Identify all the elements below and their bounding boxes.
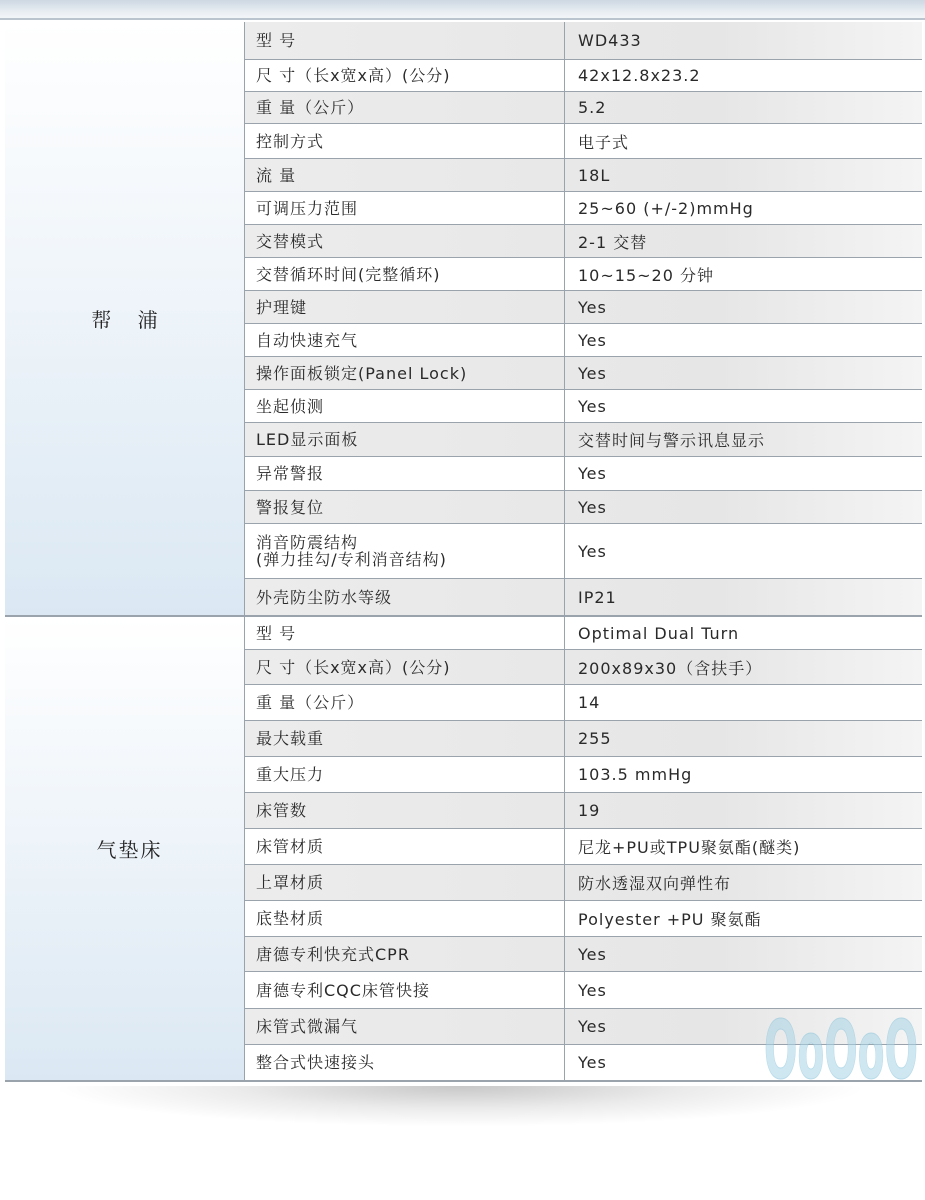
spec-value: Yes [578, 464, 607, 483]
spec-row [245, 291, 922, 324]
spec-key: 操作面板锁定(Panel Lock) [245, 357, 565, 389]
pump-section-header [5, 22, 245, 615]
pump-spec-rows [245, 22, 922, 615]
spec-key: 坐起侦测 [245, 390, 565, 422]
mattress-section-label: 气垫床 [96, 838, 163, 862]
table-drop-shadow [60, 1086, 860, 1126]
spec-row [245, 390, 922, 423]
spec-row [245, 357, 922, 390]
spec-value: 尼龙+PU或TPU聚氨酯(醚类) [578, 838, 801, 857]
spec-row [245, 865, 922, 901]
spec-value: Yes [578, 1053, 607, 1072]
spec-key: 重 量（公斤） [245, 92, 565, 123]
spec-row [245, 757, 922, 793]
spec-value: 42x12.8x23.2 [578, 66, 701, 85]
spec-key: 控制方式 [245, 124, 565, 158]
watermark-text: OoOoO [764, 1008, 918, 1086]
spec-key: 警报复位 [245, 491, 565, 523]
spec-key: 上罩材质 [245, 865, 565, 900]
watermark-logo [762, 1008, 920, 1086]
spec-row [245, 423, 922, 457]
spec-row [245, 258, 922, 291]
spec-row [245, 829, 922, 865]
spec-value: 255 [578, 729, 612, 748]
spec-value: WD433 [578, 31, 642, 50]
spec-value: 电子式 [578, 132, 630, 152]
spec-row [245, 721, 922, 757]
spec-key: 唐德专利CQC床管快接 [245, 972, 565, 1008]
spec-key: 床管式微漏气 [245, 1009, 565, 1044]
spec-value: 防水透湿双向弹性布 [578, 874, 732, 893]
spec-key: 护理键 [245, 291, 565, 323]
spec-key: 型 号 [245, 617, 565, 649]
spec-value: IP21 [578, 587, 617, 607]
spec-value: Yes [578, 1017, 607, 1036]
spec-value: 18L [578, 165, 611, 185]
spec-row [245, 22, 922, 60]
spec-key: 底垫材质 [245, 901, 565, 936]
spec-row [245, 685, 922, 721]
spec-key: 交替循环时间(完整循环) [245, 258, 565, 290]
spec-row [245, 937, 922, 972]
spec-row [245, 324, 922, 357]
spec-value: 19 [578, 801, 601, 820]
spec-value: Yes [578, 363, 607, 383]
spec-row [245, 192, 922, 225]
spec-row [245, 972, 922, 1009]
spec-value: Yes [578, 541, 607, 561]
spec-value: Yes [578, 396, 607, 416]
spec-key: 唐德专利快充式CPR [245, 937, 565, 971]
spec-key: LED显示面板 [245, 423, 565, 456]
spec-row [245, 579, 922, 615]
spec-key: 消音防震结构 (弹力挂勾/专利消音结构) [245, 524, 565, 578]
spec-value: 25~60 (+/-2)mmHg [578, 198, 754, 218]
spec-key: 型 号 [245, 22, 565, 59]
spec-value: 14 [578, 693, 601, 712]
spec-row [245, 524, 922, 579]
spec-row [245, 60, 922, 92]
spec-row [245, 124, 922, 159]
spec-row [245, 92, 922, 124]
spec-value: 10~15~20 分钟 [578, 265, 714, 285]
spec-row [245, 901, 922, 937]
pump-section [5, 22, 922, 617]
spec-key: 最大载重 [245, 721, 565, 756]
mattress-section-header [5, 617, 245, 1080]
spec-value: Yes [578, 497, 607, 517]
spec-key: 流 量 [245, 159, 565, 191]
spec-key: 异常警报 [245, 457, 565, 490]
spec-value: 2-1 交替 [578, 232, 648, 252]
spec-row [245, 457, 922, 491]
spec-row [245, 491, 922, 524]
spec-value: Yes [578, 297, 607, 317]
spec-value: Polyester +PU 聚氨酯 [578, 910, 762, 929]
spec-value: Yes [578, 980, 607, 1000]
spec-value: Yes [578, 330, 607, 350]
spec-key: 尺 寸（长x宽x高）(公分) [245, 650, 565, 684]
spec-row [245, 617, 922, 650]
spec-row [245, 793, 922, 829]
spec-value: 103.5 mmHg [578, 765, 693, 784]
spec-key: 床管材质 [245, 829, 565, 864]
spec-value: 交替时间与警示讯息显示 [578, 431, 766, 450]
spec-table [5, 22, 922, 1082]
pump-section-label: 帮 浦 [91, 308, 168, 332]
spec-key: 整合式快速接头 [245, 1045, 565, 1080]
spec-key: 尺 寸（长x宽x高）(公分) [245, 60, 565, 91]
spec-key: 床管数 [245, 793, 565, 828]
spec-key: 交替模式 [245, 225, 565, 257]
spec-row [245, 225, 922, 258]
spec-key: 自动快速充气 [245, 324, 565, 356]
spec-row [245, 159, 922, 192]
spec-value: 5.2 [578, 98, 607, 117]
spec-key: 重 量（公斤） [245, 685, 565, 720]
spec-row [245, 650, 922, 685]
spec-value: Yes [578, 944, 607, 964]
spec-value: Optimal Dual Turn [578, 623, 740, 643]
spec-value: 200x89x30（含扶手） [578, 658, 763, 678]
spec-key: 可调压力范围 [245, 192, 565, 224]
spec-key: 重大压力 [245, 757, 565, 792]
top-header-band [0, 0, 925, 20]
spec-key: 外壳防尘防水等级 [245, 579, 565, 615]
